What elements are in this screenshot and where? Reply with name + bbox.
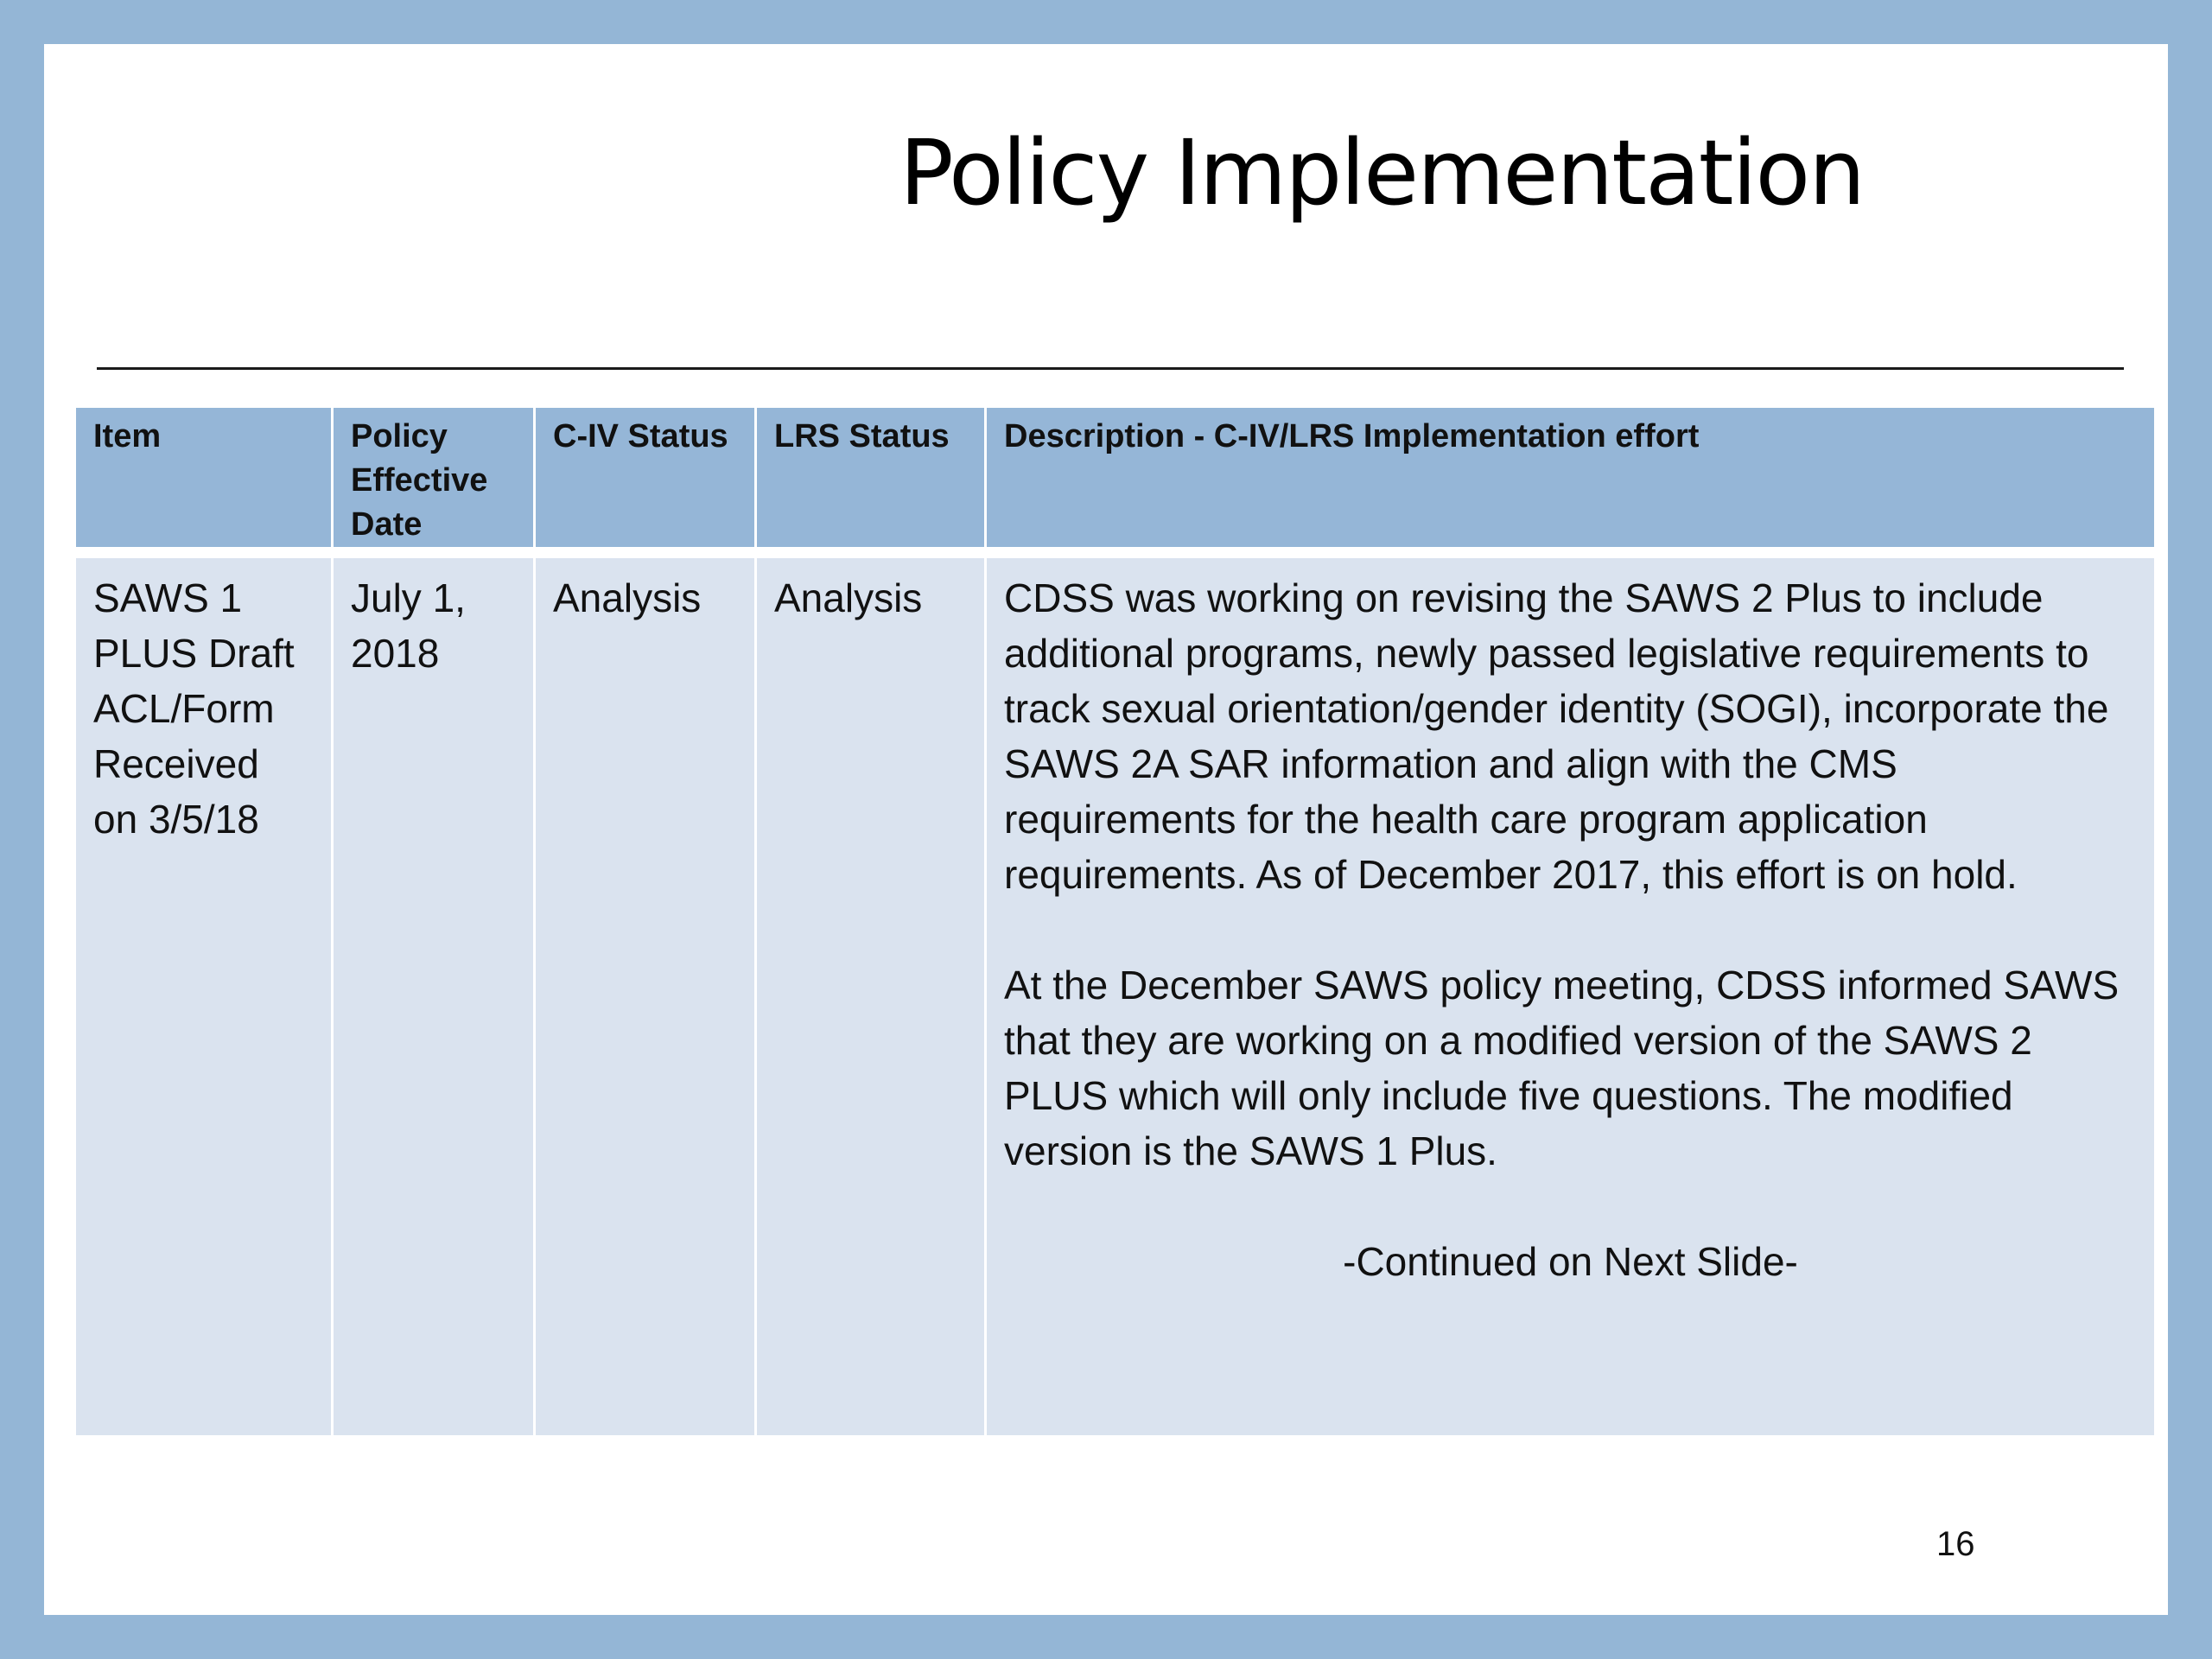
- cell-policy-effective-date: [333, 557, 535, 1437]
- table-row: [75, 557, 2156, 1437]
- description-paragraph-1: CDSS was working on revising the SAWS 2 Plus to include additional programs, newly passed legislative requirements to track sexual orientation/gender identity (SOGI), incorporate the SAWS 2A SAR information and align with the CMS requirements for the health care program application requirements. As of December 2017, this effort is on hold.: [1004, 575, 2109, 897]
- slide-title: Policy Implementation: [899, 120, 1865, 226]
- lrs-status-text: Analysis: [774, 575, 923, 620]
- item-text: SAWS 1 PLUS Draft ACL/Form Received on 3/5/18: [93, 575, 295, 842]
- cell-lrs-status: [756, 557, 986, 1437]
- cell-item: [75, 557, 333, 1437]
- header-civ-status: C-IV Status: [535, 407, 756, 549]
- policy-effective-date-text: July 1, 2018: [351, 575, 466, 676]
- page-number: 16: [1936, 1525, 1975, 1563]
- continued-note: -Continued on Next Slide-: [1343, 1239, 1798, 1284]
- description-paragraph-2: At the December SAWS policy meeting, CDSS informed SAWS that they are working on a modified version of the SAWS 2 PLUS which will only include five questions. The modified version is the SAWS 1 Plus.: [1004, 963, 2120, 1173]
- policy-table: [73, 405, 2157, 1438]
- header-lrs-status: LRS Status: [756, 407, 986, 549]
- header-description: Description - C-IV/LRS Implementation effort: [986, 407, 2156, 549]
- slide: [44, 44, 2168, 1615]
- cell-description: [986, 557, 2156, 1437]
- header-policy-effective-date: Policy Effective Date: [333, 407, 535, 549]
- civ-status-text: Analysis: [553, 575, 702, 620]
- title-divider: [97, 367, 2124, 370]
- table-header-row: [75, 407, 2156, 549]
- cell-civ-status: [535, 557, 756, 1437]
- header-item: Item: [75, 407, 333, 549]
